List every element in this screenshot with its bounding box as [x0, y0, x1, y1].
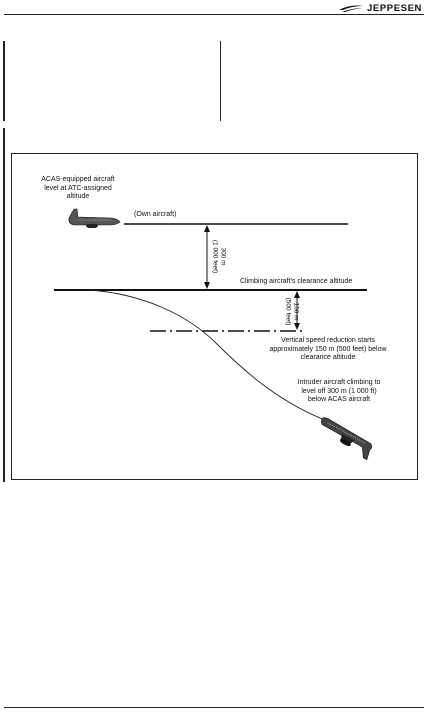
column-divider — [220, 41, 221, 121]
acas-diagram — [11, 153, 418, 480]
intruder-aircraft-icon — [315, 416, 375, 459]
acas-diagram-graphics — [12, 154, 417, 479]
separation-300-label: 300 m (1 000 feet) — [212, 239, 227, 274]
jeppesen-logo — [338, 3, 422, 14]
separation-150-label: 150 m (500 feet) — [285, 297, 300, 326]
own-aircraft-label: (Own aircraft) — [134, 211, 177, 218]
left-margin-bar-figure — [3, 128, 5, 482]
brand-name: JEPPESEN — [367, 3, 422, 14]
clearance-altitude-label: Climbing aircraft's clearance altitude — [240, 278, 353, 285]
intruder-aircraft-label: Intruder aircraft climbing to level off 300 m (1 000 ft) below ACAS aircraft — [297, 379, 381, 403]
acas-aircraft-label: ACAS-equipped aircraft level at ATC-assigned altitude — [41, 176, 115, 200]
left-margin-bar-top — [3, 41, 5, 121]
own-aircraft-icon — [69, 209, 120, 228]
footer-rule — [4, 707, 424, 708]
separation-300-arrowhead-up — [204, 225, 210, 232]
jeppesen-swoosh-icon — [338, 4, 364, 13]
vertical-speed-note: Vertical speed reduction starts approximately 150 m (500 feet) below clearance altitude — [269, 337, 387, 361]
separation-300-arrowhead-down — [204, 282, 210, 289]
header-rule — [4, 14, 424, 15]
